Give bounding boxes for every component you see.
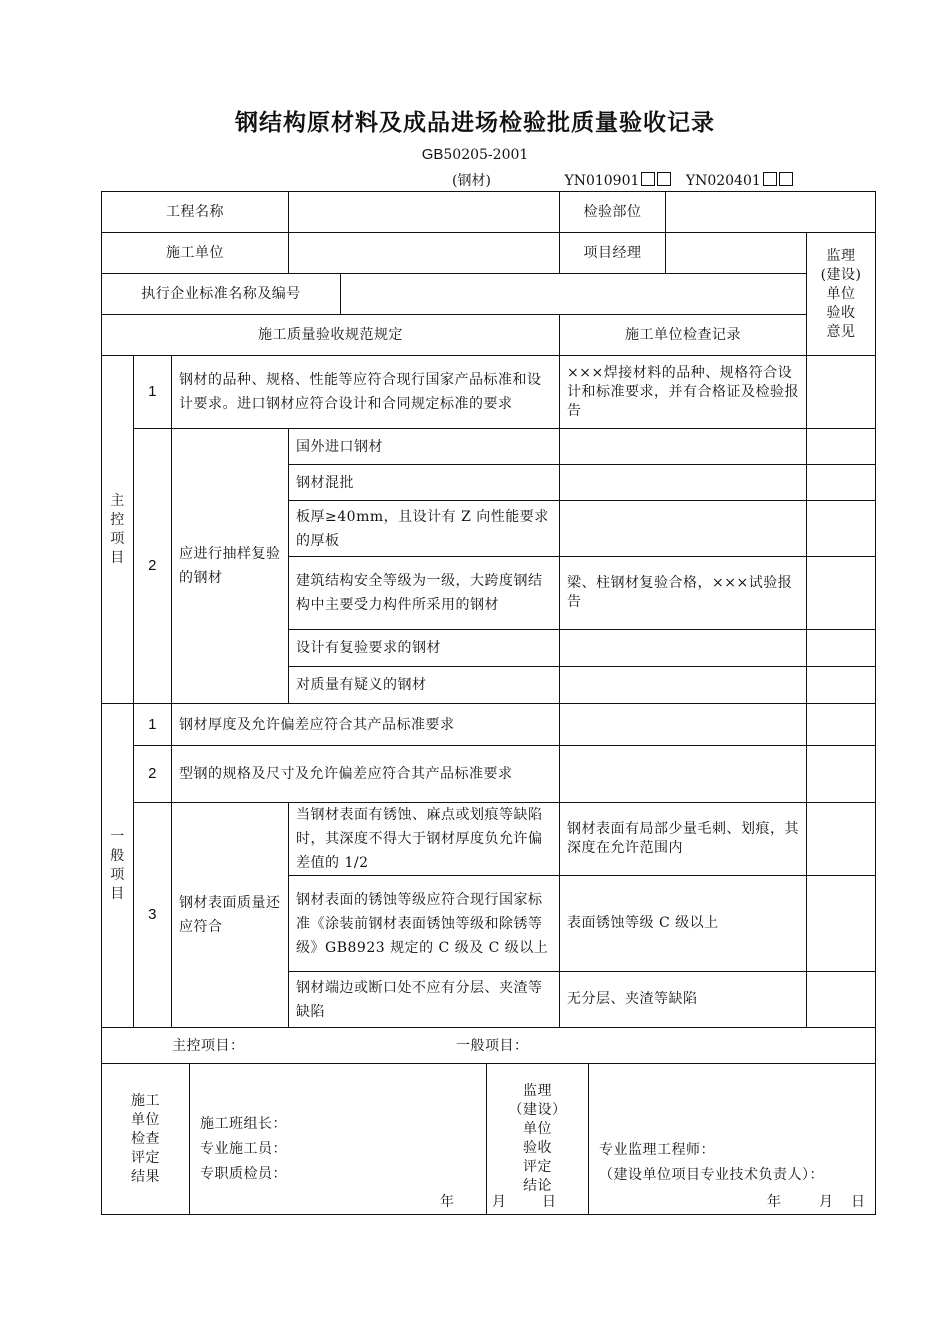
main-item-1-row bbox=[102, 356, 876, 429]
supervision-conclusion-char: 结论 bbox=[523, 1178, 552, 1194]
code-checkbox[interactable] bbox=[763, 172, 777, 186]
signoff-row bbox=[102, 1064, 876, 1215]
supervision-opinion-cell[interactable] bbox=[807, 356, 876, 429]
check-record[interactable]: 无分层、夹渣等缺陷 bbox=[560, 972, 807, 1028]
construction-result-char: 单位 bbox=[131, 1111, 160, 1128]
supervision-opinion-cell[interactable] bbox=[807, 429, 876, 465]
construction-date-month[interactable]: 月 bbox=[492, 1194, 507, 1210]
sub-spec-text: 对质量有疑义的钢材 bbox=[289, 667, 560, 704]
general-item-3-sub-1-row bbox=[102, 803, 876, 876]
supervision-conclusion-char: 单位 bbox=[523, 1121, 552, 1137]
form-code-1 bbox=[564, 172, 671, 189]
general-items-char: 般 bbox=[110, 847, 125, 864]
supervision-signatures bbox=[589, 1064, 875, 1214]
supervision-opinion-cell[interactable] bbox=[807, 630, 876, 667]
code-checkbox[interactable] bbox=[779, 172, 793, 186]
supervision-opinion-cell[interactable] bbox=[807, 972, 876, 1028]
code-checkbox[interactable] bbox=[657, 172, 671, 186]
supervising-engineer-signature[interactable]: 专业监理工程师： bbox=[599, 1142, 715, 1158]
supervision-conclusion-char: 评定 bbox=[523, 1159, 552, 1175]
construction-unit-label: 施工单位 bbox=[102, 233, 289, 274]
supervision-opinion-line: 意见 bbox=[826, 323, 856, 340]
spec-text: 应进行抽样复验的钢材 bbox=[172, 429, 289, 704]
form-codes bbox=[452, 170, 793, 190]
construction-result-label bbox=[102, 1064, 190, 1214]
item-number: 3 bbox=[134, 803, 172, 1028]
supervision-opinion-cell[interactable] bbox=[807, 876, 876, 972]
construction-result-char: 施工 bbox=[131, 1092, 160, 1109]
supervision-opinion-line: 单位 bbox=[826, 285, 856, 302]
general-items-label bbox=[102, 704, 134, 1028]
check-record[interactable] bbox=[560, 429, 807, 465]
spec-text: 钢材的品种、规格、性能等应符合现行国家产品标准和设计要求。进口钢材应符合设计和合同规定标准的要求 bbox=[172, 356, 560, 429]
check-record[interactable] bbox=[560, 630, 807, 667]
main-control-label bbox=[102, 356, 134, 704]
summary-row bbox=[102, 1028, 876, 1064]
spec-column-header: 施工质量验收规范规定 bbox=[102, 315, 560, 356]
enterprise-standard-row bbox=[102, 274, 876, 315]
inspection-location-field[interactable] bbox=[666, 192, 876, 233]
check-record[interactable] bbox=[560, 465, 807, 501]
check-record[interactable]: 梁、柱钢材复验合格，×××试验报告 bbox=[560, 557, 807, 630]
owner-representative-signature[interactable]: （建设单位项目专业技术负责人）： bbox=[599, 1167, 824, 1183]
form-code-1-text: YN010901 bbox=[564, 173, 640, 189]
project-manager-label: 项目经理 bbox=[560, 233, 666, 274]
sub-spec-text: 钢材端边或断口处不应有分层、夹渣等缺陷 bbox=[289, 972, 560, 1028]
supervision-opinion-line: 验收 bbox=[826, 304, 856, 321]
general-items-char: 目 bbox=[110, 885, 125, 902]
check-record[interactable]: ×××焊接材料的品种、规格符合设计和标准要求，并有合格证及检验报告 bbox=[560, 356, 807, 429]
construction-result-char: 结果 bbox=[131, 1168, 160, 1185]
site-worker-signature[interactable]: 专业施工员： bbox=[200, 1141, 287, 1157]
general-item-1-row bbox=[102, 704, 876, 746]
construction-result-char: 评定 bbox=[131, 1149, 160, 1166]
project-name-row bbox=[102, 192, 876, 233]
supervision-opinion-cell[interactable] bbox=[807, 667, 876, 704]
check-record[interactable] bbox=[560, 704, 807, 746]
general-items-char: 一 bbox=[110, 828, 125, 845]
inspection-record-table bbox=[101, 191, 876, 1215]
enterprise-standard-field[interactable] bbox=[341, 274, 807, 315]
supervision-date-year[interactable]: 年 bbox=[767, 1194, 782, 1210]
supervision-opinion-line: 监理 bbox=[826, 247, 856, 264]
check-record[interactable]: 表面锈蚀等级 C 级以上 bbox=[560, 876, 807, 972]
sub-spec-text: 国外进口钢材 bbox=[289, 429, 560, 465]
construction-unit-row bbox=[102, 233, 876, 274]
sub-spec-text: 钢材混批 bbox=[289, 465, 560, 501]
construction-result-char: 检查 bbox=[131, 1130, 160, 1147]
main-control-char: 项 bbox=[110, 530, 125, 547]
standard-number: 50205-2001 bbox=[443, 147, 529, 163]
sub-spec-text: 当钢材表面有锈蚀、麻点或划痕等缺陷时，其深度不得大于钢材厚度负允许偏差值的 1/2 bbox=[289, 803, 560, 876]
form-code-2 bbox=[686, 173, 793, 189]
check-column-header: 施工单位检查记录 bbox=[560, 315, 807, 356]
check-record[interactable] bbox=[560, 746, 807, 803]
sub-spec-text: 钢材表面的锈蚀等级应符合现行国家标准《涂装前钢材表面锈蚀等级和除锈等级》GB8923 规定的 C 级及 C 级以上 bbox=[289, 876, 560, 972]
supervision-opinion-cell[interactable] bbox=[807, 746, 876, 803]
item-number: 2 bbox=[134, 429, 172, 704]
main-control-char: 目 bbox=[110, 549, 125, 566]
form-code-2-text: YN020401 bbox=[685, 173, 761, 189]
supervision-conclusion-char: 验收 bbox=[523, 1140, 552, 1156]
inspection-location-label: 检验部位 bbox=[560, 192, 666, 233]
construction-date-year[interactable]: 年 bbox=[440, 1194, 455, 1210]
enterprise-standard-label: 执行企业标准名称及编号 bbox=[102, 274, 341, 315]
construction-unit-field[interactable] bbox=[289, 233, 560, 274]
supervision-opinion-line: (建设) bbox=[820, 266, 862, 283]
main-item-2-sub-1-row bbox=[102, 429, 876, 465]
item-number: 1 bbox=[134, 356, 172, 429]
supervision-opinion-header bbox=[807, 233, 876, 356]
sub-spec-text: 建筑结构安全等级为一级，大跨度钢结构中主要受力构件所采用的钢材 bbox=[289, 557, 560, 630]
code-checkbox[interactable] bbox=[641, 172, 655, 186]
project-name-field[interactable] bbox=[289, 192, 560, 233]
standard-prefix: GB bbox=[421, 146, 444, 163]
spec-text: 型钢的规格及尺寸及允许偏差应符合其产品标准要求 bbox=[172, 746, 560, 803]
project-name-label: 工程名称 bbox=[102, 192, 289, 233]
supervision-opinion-cell[interactable] bbox=[807, 704, 876, 746]
team-leader-signature[interactable]: 施工班组长： bbox=[200, 1116, 287, 1132]
sub-spec-text: 设计有复验要求的钢材 bbox=[289, 630, 560, 667]
document-title: 钢结构原材料及成品进场检验批质量验收记录 bbox=[235, 110, 715, 136]
supervision-opinion-cell[interactable] bbox=[807, 803, 876, 876]
quality-inspector-signature[interactable]: 专职质检员： bbox=[200, 1166, 287, 1182]
supervision-date-day[interactable]: 日 bbox=[851, 1194, 866, 1210]
supervision-conclusion-char: （建设） bbox=[508, 1102, 567, 1118]
main-items-summary: 主控项目： bbox=[172, 1037, 245, 1054]
check-record[interactable]: 钢材表面有局部少量毛刺、划痕，其深度在允许范围内 bbox=[560, 803, 807, 876]
check-record[interactable] bbox=[560, 501, 807, 557]
supervision-opinion-cell[interactable] bbox=[807, 465, 876, 501]
supervision-opinion-cell[interactable] bbox=[807, 557, 876, 630]
main-control-char: 控 bbox=[110, 511, 125, 528]
item-number: 2 bbox=[134, 746, 172, 803]
general-item-2-row bbox=[102, 746, 876, 803]
column-header-row bbox=[102, 315, 876, 356]
supervision-date-month[interactable]: 月 bbox=[819, 1194, 834, 1210]
spec-text: 钢材表面质量还应符合 bbox=[172, 803, 289, 1028]
supervision-conclusion-char: 监理 bbox=[523, 1083, 552, 1099]
project-manager-field[interactable] bbox=[666, 233, 807, 274]
item-number: 1 bbox=[134, 704, 172, 746]
general-items-summary: 一般项目： bbox=[456, 1037, 529, 1054]
check-record[interactable] bbox=[560, 667, 807, 704]
standard-code bbox=[0, 146, 950, 163]
construction-date-day[interactable]: 日 bbox=[542, 1194, 557, 1210]
general-items-char: 项 bbox=[110, 866, 125, 883]
sub-spec-text: 板厚≥40mm，且设计有 Z 向性能要求的厚板 bbox=[289, 501, 560, 557]
main-control-char: 主 bbox=[110, 492, 125, 509]
supervision-opinion-cell[interactable] bbox=[807, 501, 876, 557]
spec-text: 钢材厚度及允许偏差应符合其产品标准要求 bbox=[172, 704, 560, 746]
material-label: (钢材) bbox=[452, 173, 491, 189]
